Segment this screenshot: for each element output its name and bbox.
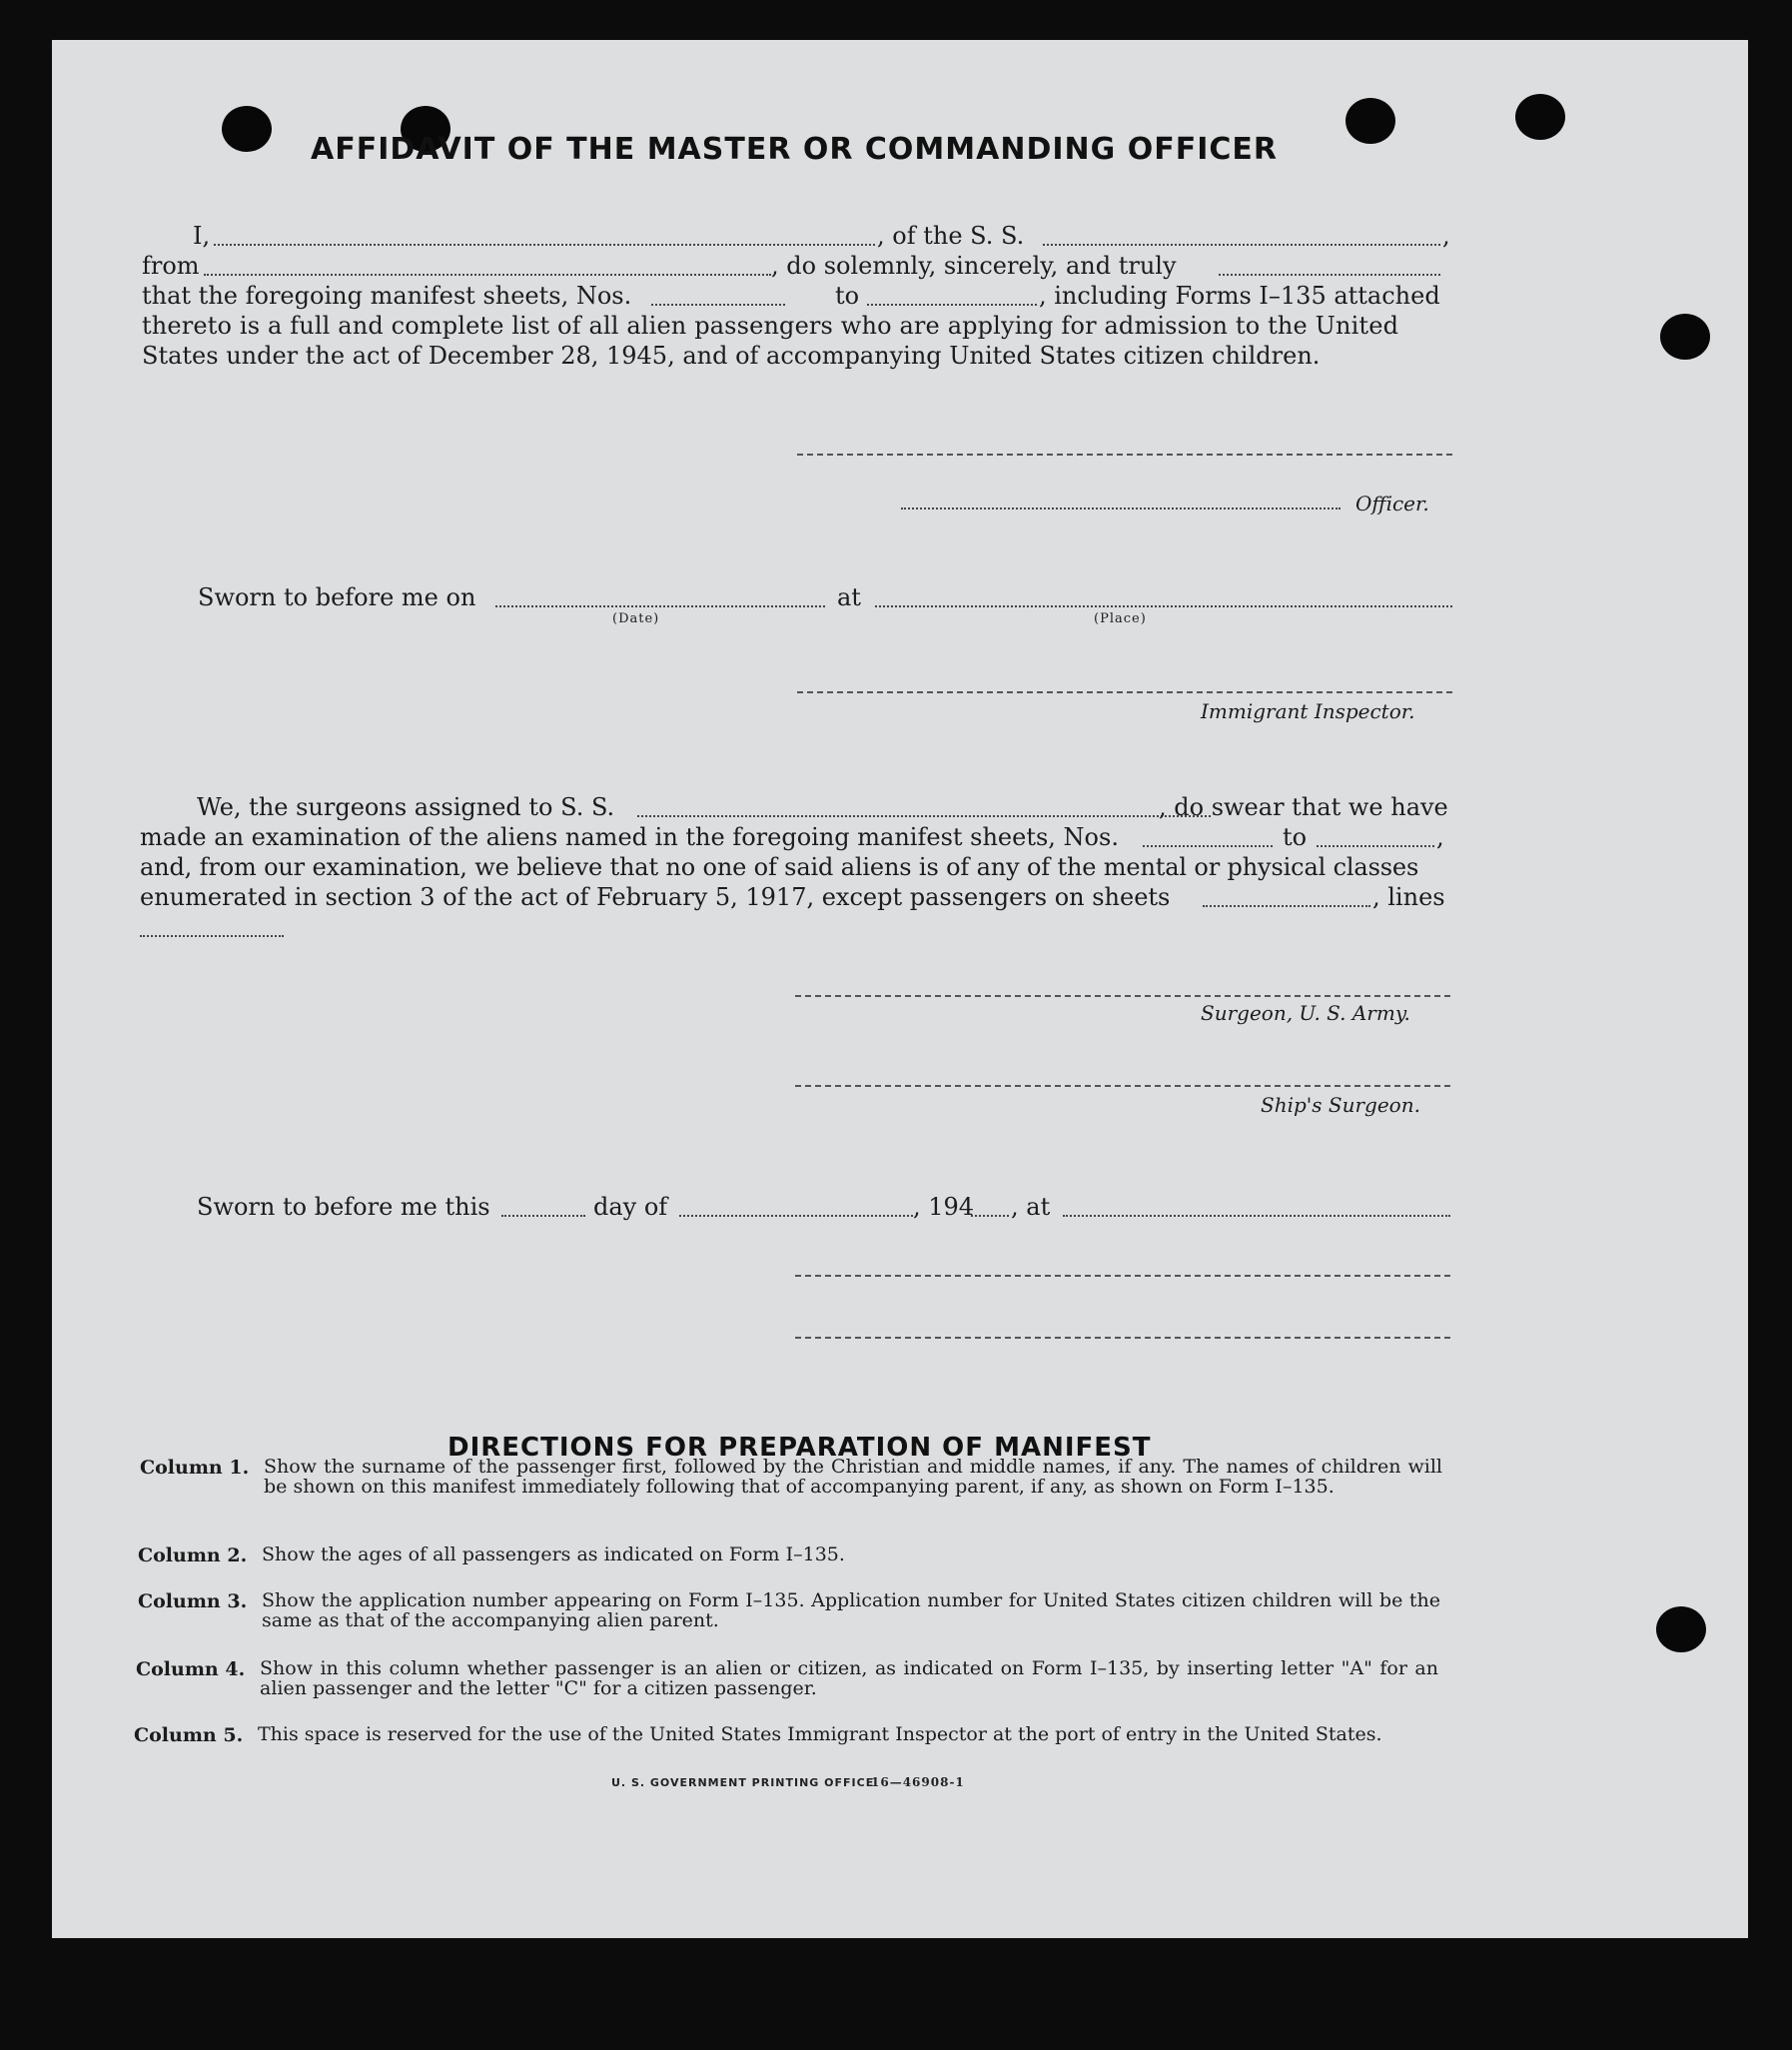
sworn-before-on: Sworn to before me on xyxy=(198,583,476,611)
direction-column-text: Show the ages of all passengers as indicated on Form I–135. xyxy=(262,1543,845,1565)
direction-column-label: Column 2. xyxy=(138,1544,248,1566)
form-page xyxy=(52,40,1748,1938)
ship-name-field[interactable] xyxy=(1043,244,1440,246)
date-caption: (Date) xyxy=(612,611,660,626)
affidavit-including: , including Forms I–135 attached xyxy=(1039,282,1440,310)
direction-column-text: Show the surname of the passenger first, followed by the Christian and middle names, if any. The names of children will be shown on this manifest immediately following that of accompanying parent, if any, as shown on Form I–135. xyxy=(264,1456,1442,1498)
sworn-at: at xyxy=(837,583,861,611)
affidavit-i-label: I, xyxy=(193,222,211,250)
sworn2-year: , 194 xyxy=(913,1193,975,1221)
sworn2-place-field[interactable] xyxy=(1063,1215,1450,1217)
affidavit-of-ship: , of the S. S. xyxy=(877,222,1025,250)
affidavit-line5: States under the act of December 28, 1945, and of accompanying United States citizen children. xyxy=(142,342,1321,370)
punch-hole xyxy=(1345,98,1395,144)
sworn2-title-line[interactable] xyxy=(795,1337,1450,1339)
master-name-field[interactable] xyxy=(214,244,875,246)
direction-column-text: Show the application number appearing on Form I–135. Application number for United States citizen children will be the same as that of the accompanying alien parent. xyxy=(262,1589,1440,1631)
affirmation-field[interactable] xyxy=(1219,274,1440,276)
ships-surgeon-signature-line[interactable] xyxy=(795,1085,1450,1087)
footer-printer: U. S. GOVERNMENT PRINTING OFFICE xyxy=(611,1776,875,1789)
direction-column-text: This space is reserved for the use of the United States Immigrant Inspector at the port of entry in the United States. xyxy=(258,1723,1382,1745)
sworn2-day-of: day of xyxy=(593,1193,668,1221)
sworn2-text: Sworn to before me this xyxy=(197,1193,490,1221)
punch-hole xyxy=(222,106,272,152)
affidavit-to: to xyxy=(835,282,860,310)
army-surgeon-label: Surgeon, U. S. Army. xyxy=(1201,1001,1410,1025)
surgeons-sheets-to-field[interactable] xyxy=(1317,845,1434,847)
affidavit-from-label: from xyxy=(142,252,200,280)
surgeons-lines: , lines xyxy=(1372,883,1445,911)
sworn2-month-field[interactable] xyxy=(679,1215,913,1217)
punch-hole xyxy=(1660,314,1710,360)
officer-signature-line[interactable] xyxy=(797,454,1452,456)
sworn-place-field[interactable] xyxy=(875,605,1452,607)
surgeons-line3: and, from our examination, we believe that no one of said aliens is of any of the mental or physical classes xyxy=(140,853,1419,881)
surgeons-line4: enumerated in section 3 of the act of February 5, 1917, except passengers on sheets xyxy=(140,883,1171,911)
direction-column-label: Column 1. xyxy=(140,1457,250,1479)
affidavit-line4: thereto is a full and complete list of all alien passengers who are applying for admission to the United xyxy=(142,312,1399,340)
army-surgeon-signature-line[interactable] xyxy=(795,995,1450,997)
comma: , xyxy=(1436,823,1444,851)
affidavit-foregoing: that the foregoing manifest sheets, Nos. xyxy=(142,282,632,310)
comma: , xyxy=(1442,222,1450,250)
surgeons-line2: made an examination of the aliens named in the foregoing manifest sheets, Nos. xyxy=(140,823,1119,851)
surgeons-swear: , do swear that we have xyxy=(1159,793,1448,821)
ships-surgeon-label: Ship's Surgeon. xyxy=(1261,1093,1420,1117)
footer-code: 16—46908-1 xyxy=(871,1775,965,1789)
officer-title-field[interactable] xyxy=(901,508,1341,510)
punch-hole xyxy=(1515,94,1565,140)
affidavit-solemnly: , do solemnly, sincerely, and truly xyxy=(771,252,1177,280)
inspector-signature-line[interactable] xyxy=(797,691,1452,693)
direction-column-label: Column 3. xyxy=(138,1590,248,1612)
sworn2-at: , at xyxy=(1011,1193,1051,1221)
except-lines-field[interactable] xyxy=(140,935,284,937)
sheets-from-field[interactable] xyxy=(651,304,785,306)
sworn2-signature-line[interactable] xyxy=(795,1275,1450,1277)
direction-column-text: Show in this column whether passenger is an alien or citizen, as indicated on Form I–135, by inserting letter "A" for an alien passenger and the letter "C" for a citizen passenger. xyxy=(260,1657,1438,1699)
officer-label: Officer. xyxy=(1355,492,1429,515)
inspector-label: Immigrant Inspector. xyxy=(1201,699,1415,723)
place-caption: (Place) xyxy=(1094,611,1147,626)
punch-hole xyxy=(1656,1606,1706,1652)
sworn-date-field[interactable] xyxy=(495,605,825,607)
sworn2-year-field[interactable] xyxy=(971,1215,1009,1217)
from-port-field[interactable] xyxy=(204,274,771,276)
surgeons-sheets-from-field[interactable] xyxy=(1143,845,1273,847)
sworn2-day-field[interactable] xyxy=(501,1215,585,1217)
directions-title: DIRECTIONS FOR PREPARATION OF MANIFEST xyxy=(448,1433,1152,1463)
surgeons-to: to xyxy=(1283,823,1308,851)
direction-column-label: Column 5. xyxy=(134,1724,244,1746)
except-sheets-field[interactable] xyxy=(1203,905,1370,907)
surgeons-line1: We, the surgeons assigned to S. S. xyxy=(197,793,615,821)
page-title: AFFIDAVIT OF THE MASTER OR COMMANDING OFFICER xyxy=(311,132,1278,167)
sheets-to-field[interactable] xyxy=(867,304,1037,306)
surgeons-ship-field[interactable] xyxy=(637,815,1211,817)
direction-column-label: Column 4. xyxy=(136,1658,246,1680)
